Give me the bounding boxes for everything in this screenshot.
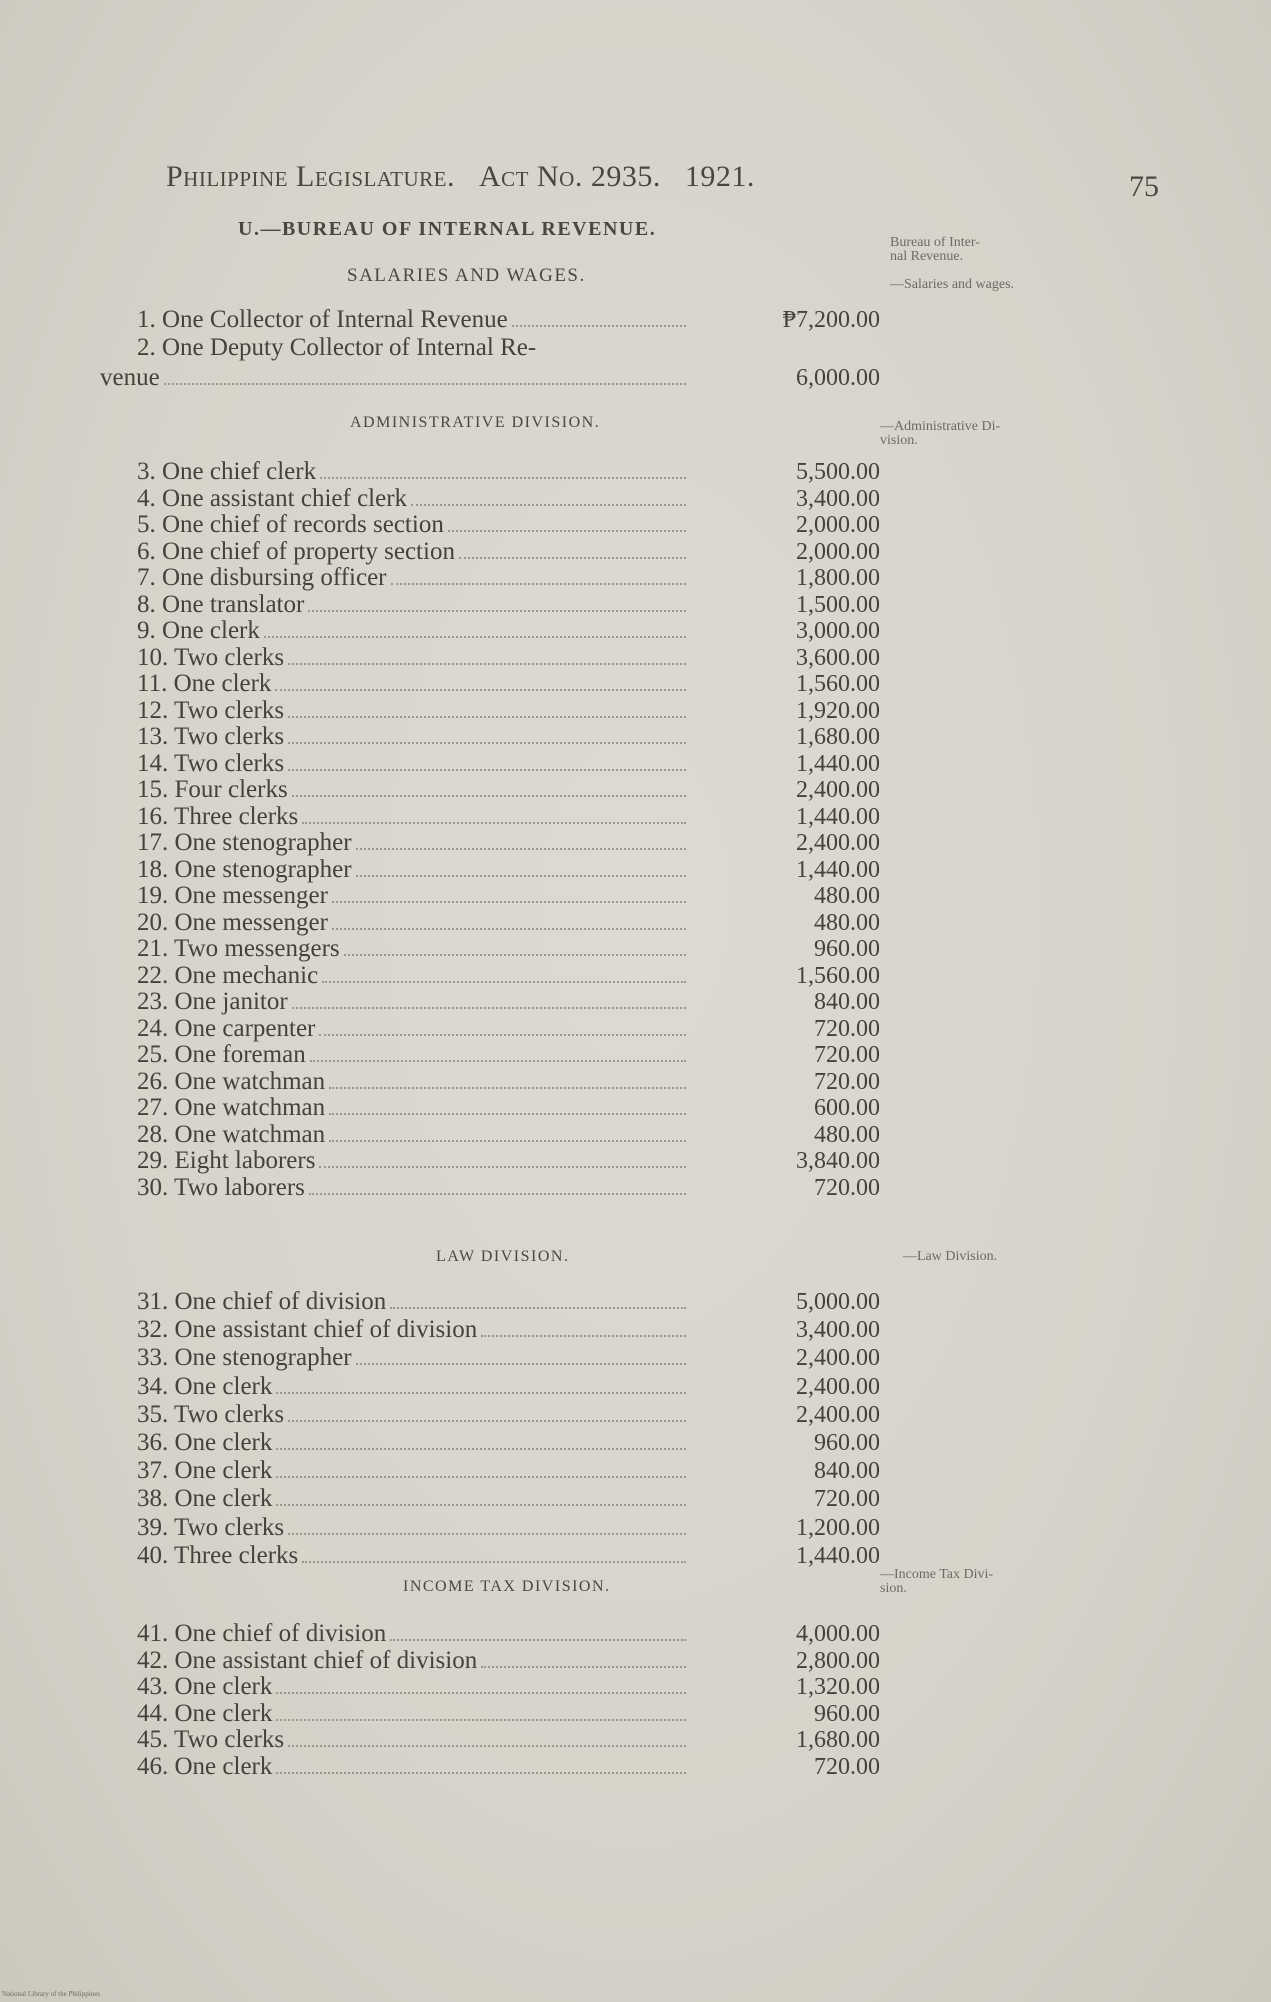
table-row xyxy=(100,829,880,857)
row-label: 7. One disbursing officer xyxy=(137,564,387,591)
row-amount: 720.00 xyxy=(814,1015,880,1042)
row-amount: 2,000.00 xyxy=(796,512,880,538)
legislature-title: Philippine Legislature. xyxy=(166,160,455,193)
row-amount: 1,440.00 xyxy=(796,750,880,777)
row-amount: 2,400.00 xyxy=(796,830,880,856)
table-row xyxy=(100,962,880,990)
dot-leader xyxy=(276,1391,686,1394)
dot-leader xyxy=(481,1665,686,1668)
row-amount: 720.00 xyxy=(814,1753,880,1780)
dot-leader xyxy=(276,1691,686,1694)
side-note-line: —Income Tax Divi- xyxy=(880,1567,994,1582)
row-label: 42. One assistant chief of division xyxy=(137,1646,478,1674)
table-row xyxy=(100,617,880,645)
row-amount: 1,440.00 xyxy=(796,803,880,830)
row-label: 8. One translator xyxy=(137,590,305,618)
row-label: 14. Two clerks xyxy=(137,749,285,777)
table-row xyxy=(100,803,880,831)
row-label: 22. One mechanic xyxy=(137,961,319,989)
row-amount: 720.00 xyxy=(814,1486,880,1513)
row-label: 41. One chief of division xyxy=(137,1620,387,1647)
dot-leader xyxy=(356,874,686,877)
row-amount: 1,320.00 xyxy=(796,1674,880,1700)
dot-leader xyxy=(288,662,686,665)
dot-leader xyxy=(302,1560,686,1563)
row-label: 35. Two clerks xyxy=(137,1400,285,1428)
table-row xyxy=(100,776,880,804)
dot-leader xyxy=(390,1638,686,1641)
page-number: 75 xyxy=(1129,170,1159,203)
row-amount: 960.00 xyxy=(814,1430,880,1456)
page-header xyxy=(166,160,755,194)
row-amount: 3,400.00 xyxy=(796,485,880,512)
table-row xyxy=(100,909,880,937)
row-amount: 3,840.00 xyxy=(796,1148,880,1174)
dot-leader xyxy=(310,1059,686,1062)
side-note-line: nal Revenue. xyxy=(890,249,964,264)
income-heading: INCOME TAX DIVISION. xyxy=(403,1578,611,1595)
table-row xyxy=(100,1429,880,1457)
table-row xyxy=(100,306,880,334)
dot-leader xyxy=(319,1033,686,1036)
row-amount: 6,000.00 xyxy=(796,365,880,391)
row-label: 40. Three clerks xyxy=(137,1541,299,1569)
table-row xyxy=(100,1147,880,1175)
row-label: 11. One clerk xyxy=(137,670,272,697)
dot-leader xyxy=(276,1503,686,1506)
table-row xyxy=(100,988,880,1016)
dot-leader xyxy=(288,741,686,744)
row-amount: 720.00 xyxy=(814,1042,880,1068)
dot-leader xyxy=(276,1475,686,1478)
row-amount: 3,000.00 xyxy=(796,618,880,644)
side-note-bureau xyxy=(890,236,980,264)
row-label: 24. One carpenter xyxy=(137,1014,316,1042)
row-label: 34. One clerk xyxy=(137,1372,273,1400)
row-label: 43. One clerk xyxy=(137,1673,273,1700)
dot-leader xyxy=(288,1419,686,1422)
row-label: 16. Three clerks xyxy=(137,802,299,830)
dot-leader xyxy=(292,1006,686,1009)
row-label: 2. One Deputy Collector of Internal Re- xyxy=(137,334,537,361)
table-row xyxy=(100,511,880,539)
dot-leader xyxy=(329,1139,686,1142)
dot-leader xyxy=(288,1532,686,1535)
row-label: 3. One chief clerk xyxy=(137,458,317,485)
row-amount: 1,200.00 xyxy=(796,1514,880,1541)
row-label: 15. Four clerks xyxy=(137,776,288,803)
row-amount: 2,400.00 xyxy=(796,1401,880,1428)
dot-leader xyxy=(264,635,686,638)
side-note-line: sion. xyxy=(880,1581,907,1596)
table-row xyxy=(100,1647,880,1675)
dot-leader xyxy=(288,715,686,718)
side-note-admin xyxy=(880,420,1000,448)
row-label: 32. One assistant chief of division xyxy=(137,1316,478,1344)
side-note-line: vision. xyxy=(880,433,918,448)
row-amount: 1,500.00 xyxy=(796,591,880,618)
dot-leader xyxy=(164,382,686,385)
row-label: 45. Two clerks xyxy=(137,1726,285,1753)
row-label: 37. One clerk xyxy=(137,1457,273,1485)
table-row xyxy=(100,1457,880,1485)
table-row xyxy=(100,1174,880,1202)
table-row xyxy=(100,1700,880,1728)
table-row xyxy=(100,1542,880,1570)
row-amount: 960.00 xyxy=(814,936,880,962)
row-label: 30. Two laborers xyxy=(137,1173,305,1201)
row-label: 31. One chief of division xyxy=(137,1288,387,1315)
row-label: 33. One stenographer xyxy=(137,1344,352,1372)
dot-leader xyxy=(288,768,686,771)
row-amount: 960.00 xyxy=(814,1700,880,1727)
table-row xyxy=(100,334,880,362)
table-row xyxy=(100,591,880,619)
row-label: 5. One chief of records section xyxy=(137,511,444,538)
row-amount: 1,920.00 xyxy=(796,697,880,724)
side-note-law: —Law Division. xyxy=(903,1249,998,1264)
row-amount: 1,800.00 xyxy=(796,565,880,591)
dot-leader xyxy=(302,821,686,824)
row-amount: 4,000.00 xyxy=(796,1621,880,1647)
dot-leader xyxy=(292,794,686,797)
table-row xyxy=(100,1673,880,1701)
row-label: 29. Eight laborers xyxy=(137,1147,316,1174)
table-row xyxy=(100,1753,880,1781)
row-amount: 720.00 xyxy=(814,1174,880,1201)
salaries-heading: SALARIES AND WAGES. xyxy=(347,265,586,286)
table-row xyxy=(100,1373,880,1401)
dot-leader xyxy=(391,582,687,585)
row-label: 46. One clerk xyxy=(137,1752,273,1780)
row-label: 38. One clerk xyxy=(137,1485,273,1513)
table-row xyxy=(100,538,880,566)
dot-leader xyxy=(276,1447,686,1450)
row-label: 44. One clerk xyxy=(137,1699,273,1727)
row-amount: 2,800.00 xyxy=(796,1647,880,1674)
row-label: 12. Two clerks xyxy=(137,696,285,724)
row-label: 1. One Collector of Internal Revenue xyxy=(137,306,508,333)
dot-leader xyxy=(329,1086,686,1089)
side-note-salaries: —Salaries and wages. xyxy=(890,277,1015,292)
table-row xyxy=(100,882,880,910)
row-label: 23. One janitor xyxy=(137,988,288,1015)
dot-leader xyxy=(320,476,686,479)
table-row xyxy=(100,856,880,884)
side-note-income xyxy=(880,1568,993,1596)
row-label: 36. One clerk xyxy=(137,1429,273,1456)
side-note-line: —Administrative Di- xyxy=(880,419,1001,434)
dot-leader xyxy=(322,980,686,983)
table-row xyxy=(100,1041,880,1069)
dot-leader xyxy=(481,1334,686,1337)
dot-leader xyxy=(332,900,686,903)
table-row xyxy=(100,1288,880,1316)
row-amount: 5,000.00 xyxy=(796,1289,880,1315)
dot-leader xyxy=(356,847,686,850)
table-row xyxy=(100,1401,880,1429)
dot-leader xyxy=(329,1112,686,1115)
row-amount: 2,000.00 xyxy=(796,538,880,565)
table-row xyxy=(100,644,880,672)
row-label: 17. One stenographer xyxy=(137,829,352,856)
row-label: 39. Two clerks xyxy=(137,1513,285,1541)
row-label: 27. One watchman xyxy=(137,1094,326,1121)
row-amount: 2,400.00 xyxy=(796,777,880,803)
table-row xyxy=(100,935,880,963)
table-row xyxy=(100,1068,880,1096)
dot-leader xyxy=(459,556,686,559)
dot-leader xyxy=(411,503,686,506)
row-amount: 720.00 xyxy=(814,1068,880,1095)
table-row xyxy=(100,1344,880,1372)
table-row xyxy=(100,697,880,725)
row-amount: 1,440.00 xyxy=(796,856,880,883)
dot-leader xyxy=(276,1771,686,1774)
act-number: Act No. 2935. xyxy=(479,160,661,193)
table-row xyxy=(100,670,880,698)
row-label: 25. One foreman xyxy=(137,1041,306,1068)
table-row xyxy=(100,1485,880,1513)
row-amount: 840.00 xyxy=(814,989,880,1015)
row-amount: 3,600.00 xyxy=(796,644,880,671)
row-amount: 1,440.00 xyxy=(796,1542,880,1569)
row-label: 26. One watchman xyxy=(137,1067,326,1095)
row-amount: 2,400.00 xyxy=(796,1373,880,1400)
dot-leader xyxy=(308,609,686,612)
dot-leader xyxy=(356,1362,686,1365)
row-label: 21. Two messengers xyxy=(137,935,340,962)
row-amount: 480.00 xyxy=(814,909,880,936)
table-row xyxy=(100,485,880,513)
row-label: 18. One stenographer xyxy=(137,855,352,883)
bureau-title: U.—BUREAU OF INTERNAL REVENUE. xyxy=(238,218,657,240)
dot-leader xyxy=(332,927,686,930)
table-row xyxy=(100,1726,880,1754)
table-row xyxy=(100,1514,880,1542)
row-label: 4. One assistant chief clerk xyxy=(137,484,408,512)
row-amount: 480.00 xyxy=(814,1121,880,1148)
table-row xyxy=(100,364,880,392)
dot-leader xyxy=(275,688,686,691)
row-label: 9. One clerk xyxy=(137,617,260,644)
side-note-line: Bureau of Inter- xyxy=(890,235,980,250)
admin-heading: ADMINISTRATIVE DIVISION. xyxy=(350,414,601,431)
row-amount: 1,560.00 xyxy=(796,671,880,697)
row-label-continuation: venue xyxy=(100,364,160,391)
table-row xyxy=(100,564,880,592)
row-amount: 5,500.00 xyxy=(796,459,880,485)
dot-leader xyxy=(390,1306,686,1309)
row-label: 20. One messenger xyxy=(137,908,328,936)
footer-credit: National Library of the Philippines xyxy=(2,1990,100,1998)
table-row xyxy=(100,1121,880,1149)
row-amount: 1,680.00 xyxy=(796,724,880,750)
row-label: 13. Two clerks xyxy=(137,723,285,750)
dot-leader xyxy=(276,1718,686,1721)
act-year: 1921. xyxy=(684,160,755,193)
table-row xyxy=(100,458,880,486)
row-amount: ₱7,200.00 xyxy=(782,307,880,333)
table-row xyxy=(100,1094,880,1122)
table-row xyxy=(100,1015,880,1043)
row-amount: 2,400.00 xyxy=(796,1345,880,1372)
row-label: 28. One watchman xyxy=(137,1120,326,1148)
dot-leader xyxy=(448,529,686,532)
dot-leader xyxy=(309,1192,686,1195)
row-label: 19. One messenger xyxy=(137,882,328,909)
law-heading: LAW DIVISION. xyxy=(436,1248,570,1265)
dot-leader xyxy=(319,1165,686,1168)
row-amount: 1,680.00 xyxy=(796,1727,880,1753)
row-amount: 3,400.00 xyxy=(796,1317,880,1344)
table-row xyxy=(100,723,880,751)
table-row xyxy=(100,1316,880,1344)
row-label: 6. One chief of property section xyxy=(137,537,455,565)
row-label: 10. Two clerks xyxy=(137,643,285,671)
row-amount: 600.00 xyxy=(814,1095,880,1121)
row-amount: 840.00 xyxy=(814,1458,880,1485)
table-row xyxy=(100,750,880,778)
dot-leader xyxy=(344,953,686,956)
dot-leader xyxy=(512,324,686,327)
dot-leader xyxy=(288,1744,686,1747)
table-row xyxy=(100,1620,880,1648)
row-amount: 1,560.00 xyxy=(796,962,880,989)
row-amount: 480.00 xyxy=(814,883,880,909)
